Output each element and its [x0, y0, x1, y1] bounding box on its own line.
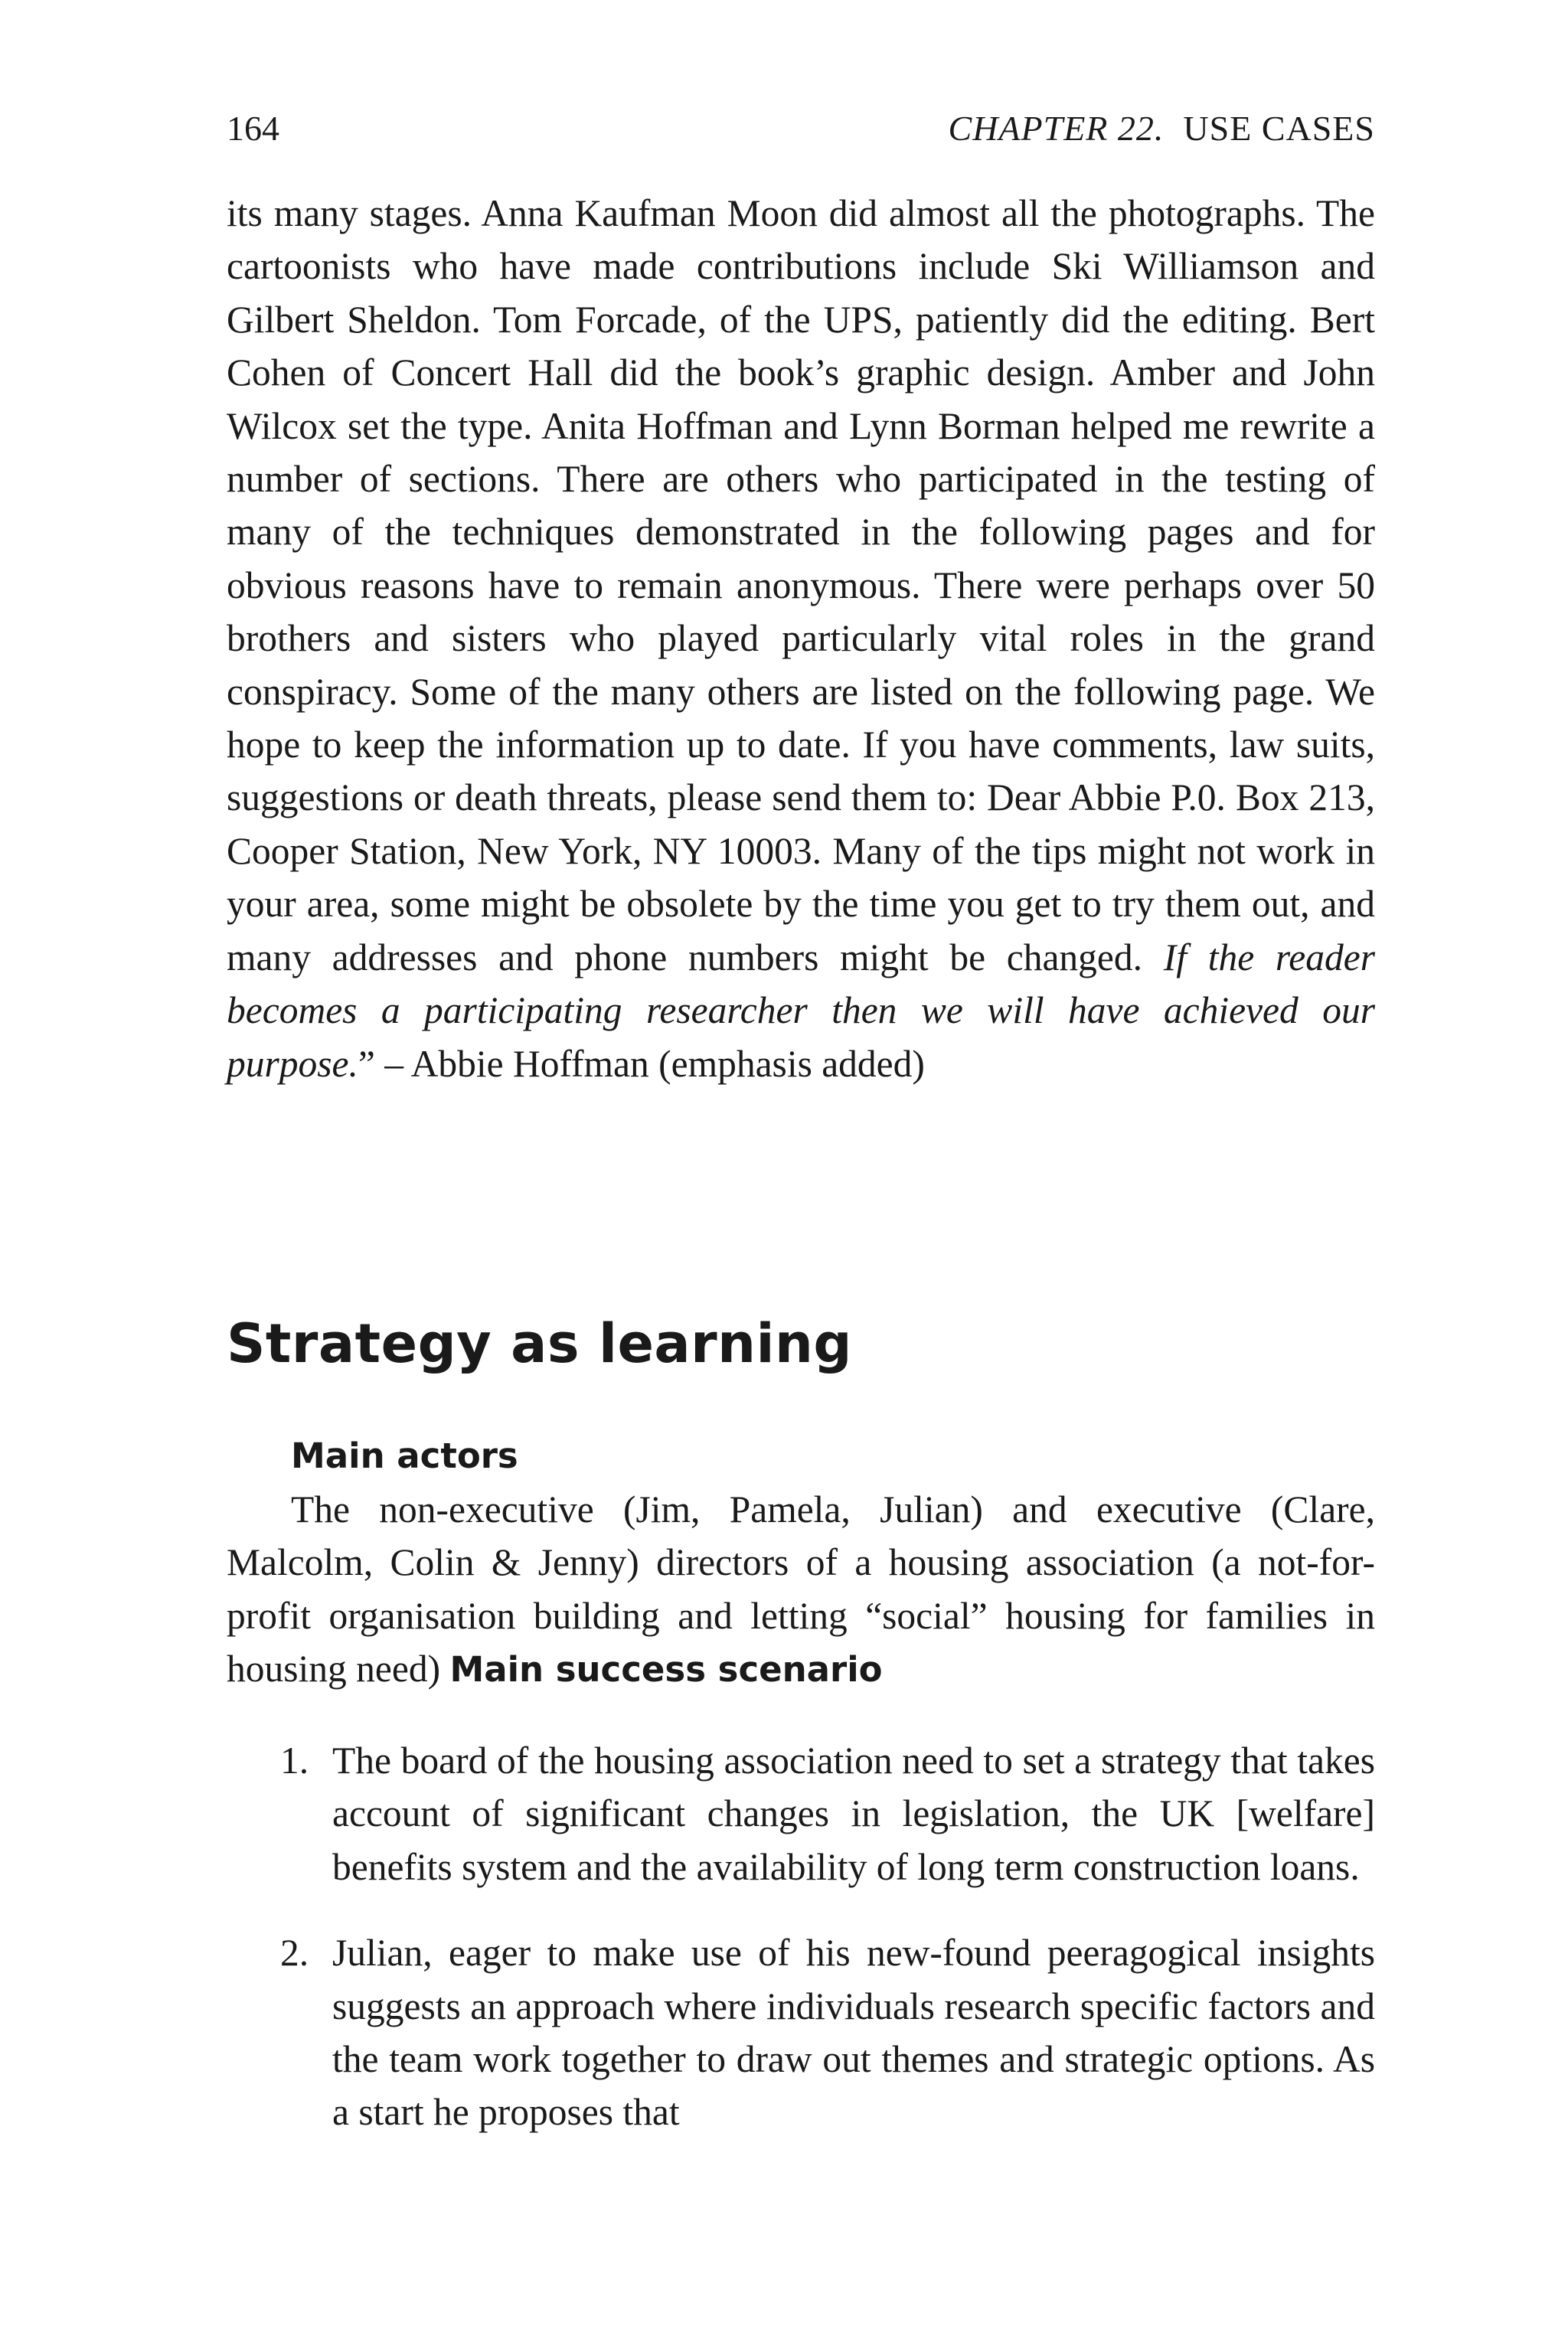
chapter-name: USE CASES — [1183, 109, 1375, 148]
scenario-item — [227, 1926, 1375, 2139]
chapter-label: CHAPTER 22. — [948, 109, 1165, 148]
intro-text: its many stages. Anna Kaufman Moon did almost all the photographs. The cartoonists who have made contributions include Ski Williamson and Gilbert Sheldon. Tom Forcade, of the UPS, patiently did the editing. Bert Cohen of Concert Hall did the book’s graphic design. Amber and John Wilcox set the type. Anita Hoffman and Lynn Borman helped me rewrite a number of sections. There are others who participated in the testing of many of the techniques demonstrated in the following pages and for obvious reasons have to remain anonymous. There were perhaps over 50 brothers and sisters who played particularly vital roles in the grand conspiracy. Some of the many others are listed on the following page. We hope to keep the information up to date. If you have comments, law suits, suggestions or death threats, please send them to: Dear Abbie P.0. Box 213, Cooper Station, New York, NY 10003. Many of the tips might not work in your area, some might be obsolete by the time you get to try them out, and many addresses and phone numbers might be changed. — [227, 192, 1375, 978]
section-title: Strategy as learning — [227, 1312, 852, 1375]
scenario-item-number: 1. — [280, 1740, 309, 1782]
scenario-item-text: Julian, eager to make use of his new-found peeragogical insights suggests an approach where individuals research specific factors and the team work together to draw out themes and strategic options. As a start he proposes that — [332, 1932, 1375, 2134]
chapter-title — [949, 104, 1375, 153]
main-success-scenario-heading: Main success scenario — [449, 1649, 883, 1690]
main-actors-text: The non-executive (Jim, Pamela, Julian) and executive (Clare, Malcolm, Colin & Jenny) directors of a housing association (a not-for-profit organisation building and letting “social” housing for families in housing need) — [227, 1488, 1375, 1690]
quote-attribution: ” – Abbie Hoffman (emphasis added) — [358, 1042, 925, 1085]
scenario-item-number: 2. — [280, 1932, 309, 1975]
running-header — [227, 104, 1375, 153]
main-actors-paragraph — [227, 1483, 1375, 1697]
main-actors-heading: Main actors — [291, 1436, 518, 1476]
scenario-list — [227, 1734, 1375, 2172]
page-number: 164 — [227, 109, 279, 148]
emphasis-quote: If the reader becomes a participating researcher then we will have achieved our purpose. — [227, 936, 1376, 1085]
intro-paragraph — [227, 187, 1375, 1090]
scenario-item — [227, 1734, 1375, 1893]
scenario-item-text: The board of the housing association need to set a strategy that takes account of significant changes in legislation, the UK [welfare] benefits system and the availability of long term construction loans. — [332, 1740, 1375, 1888]
